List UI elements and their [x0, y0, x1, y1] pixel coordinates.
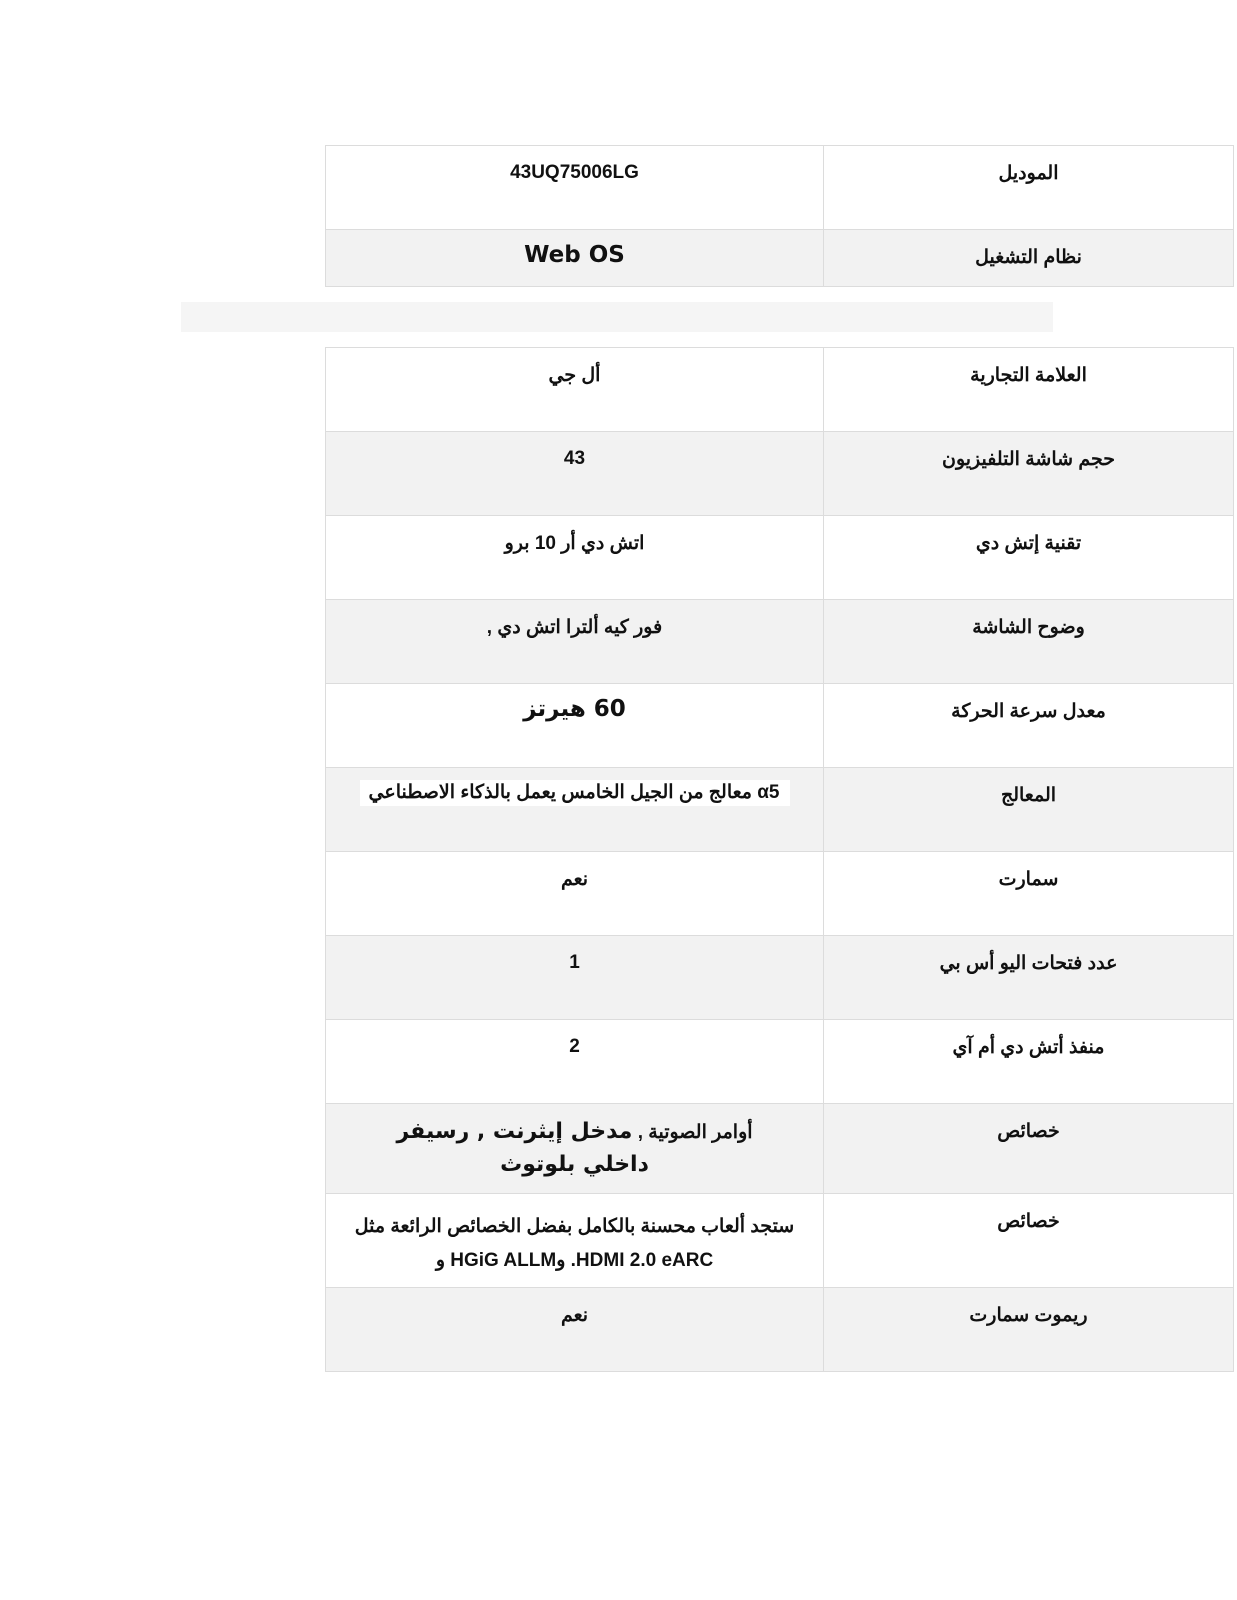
row-label: نظام التشغيل: [824, 230, 1234, 287]
row-value: 43UQ75006LG: [326, 146, 824, 230]
row-value: اتش دي أر 10 برو: [326, 516, 824, 600]
table-row: [326, 230, 1234, 287]
refresh-rate-value: 60 هيرتز: [523, 696, 626, 722]
table-row: [326, 348, 1234, 432]
row-value: 1: [326, 936, 824, 1020]
row-value: 43: [326, 432, 824, 516]
processor-value: α5 معالج من الجيل الخامس يعمل بالذكاء الاصطناعي: [360, 780, 790, 806]
table-row: [326, 146, 1234, 230]
spec-table-main: [325, 347, 1234, 1372]
table-row: [326, 936, 1234, 1020]
row-label: سمارت: [824, 852, 1234, 936]
gaming-features-line2: HDMI 2.0 eARC. وHGiG ALLM و: [435, 1250, 714, 1271]
table-row: [326, 1020, 1234, 1104]
table-row: [326, 684, 1234, 768]
row-label: عدد فتحات اليو أس بي: [824, 936, 1234, 1020]
row-label: الموديل: [824, 146, 1234, 230]
table-row: [326, 768, 1234, 852]
row-value: [326, 768, 824, 852]
row-value: [326, 684, 824, 768]
spec-table-top: [325, 145, 1234, 287]
row-value: 2: [326, 1020, 824, 1104]
table-row: [326, 516, 1234, 600]
gaming-features-line1: ستجد ألعاب محسنة بالكامل بفضل الخصائص الرائعة مثل: [354, 1216, 795, 1237]
section-divider: [181, 302, 1053, 332]
row-label: منفذ أتش دي أم آي: [824, 1020, 1234, 1104]
table-row: [326, 1104, 1234, 1194]
table-row: [326, 432, 1234, 516]
row-label: وضوح الشاشة: [824, 600, 1234, 684]
row-value: [326, 230, 824, 287]
features-text-part1: أوامر الصوتية ,: [637, 1122, 753, 1143]
row-label: المعالج: [824, 768, 1234, 852]
row-value: أل جي: [326, 348, 824, 432]
row-label: تقنية إتش دي: [824, 516, 1234, 600]
table-row: [326, 1288, 1234, 1372]
features-text-part2: مدخل إيثرنت , رسيفر داخلي بلوتوث: [396, 1119, 649, 1177]
row-value: [326, 1194, 824, 1288]
row-value: نعم: [326, 852, 824, 936]
table-row: [326, 1194, 1234, 1288]
row-label: خصائص: [824, 1194, 1234, 1288]
row-label: العلامة التجارية: [824, 348, 1234, 432]
row-label: معدل سرعة الحركة: [824, 684, 1234, 768]
table-row: [326, 600, 1234, 684]
table-row: [326, 852, 1234, 936]
os-value: Web OS: [524, 242, 625, 268]
row-value: نعم: [326, 1288, 824, 1372]
row-label: خصائص: [824, 1104, 1234, 1194]
row-value: [326, 1104, 824, 1194]
row-label: ريموت سمارت: [824, 1288, 1234, 1372]
row-value: فور كيه ألترا اتش دي ,: [326, 600, 824, 684]
gaming-features-box: [340, 1206, 810, 1282]
row-label: حجم شاشة التلفيزيون: [824, 432, 1234, 516]
